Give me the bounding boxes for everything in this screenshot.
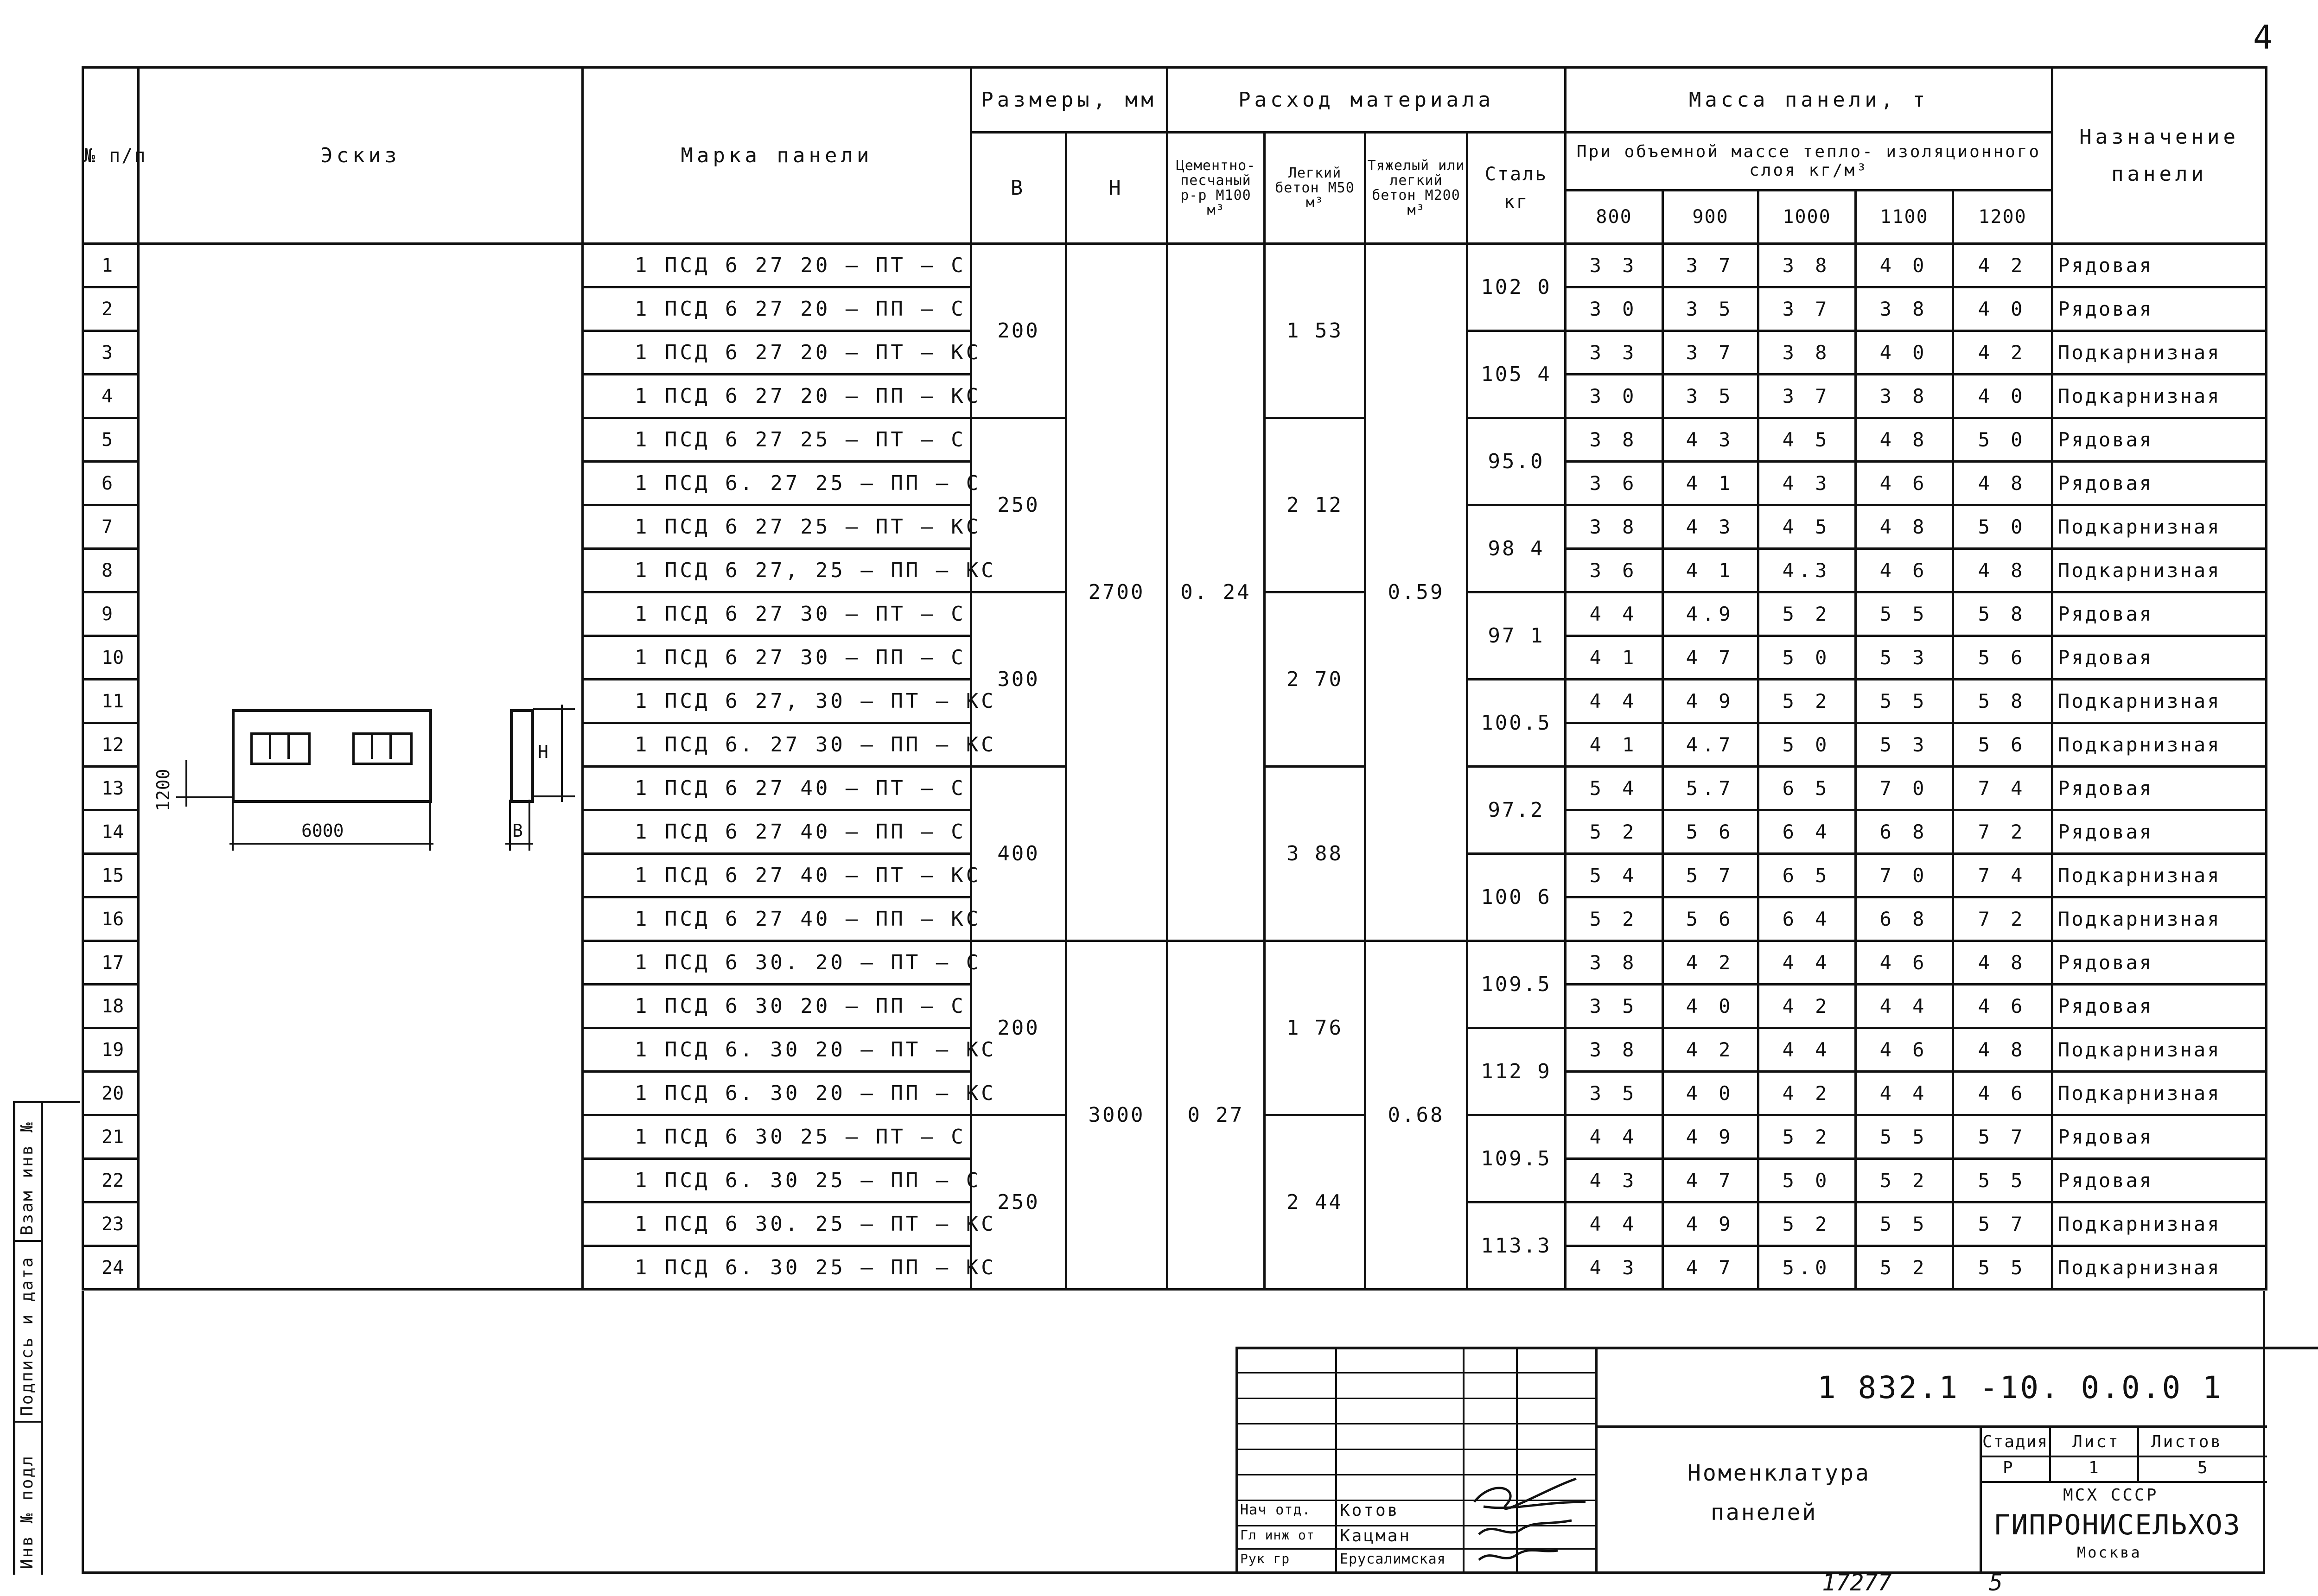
mass-900: 4 7 [1663,1246,1758,1290]
mass-1000: 4 4 [1758,941,1856,985]
header-sizes: Размеры, мм [971,68,1167,133]
light-concrete-volume: 3 88 [1265,767,1365,941]
mass-900: 4.9 [1663,592,1758,636]
mass-1100: 4 6 [1856,1028,1953,1072]
header-materials: Расход материала [1167,68,1566,133]
row-number: 1 [83,244,139,287]
header-sketch: Эскиз [139,68,583,244]
mass-800: 3 0 [1566,287,1663,331]
steel-mass: 97 1 [1467,592,1566,680]
panel-purpose: Рядовая [2052,592,2267,636]
sheets-value: 5 [2197,1458,2210,1477]
height-dimension: 1200 [153,769,173,811]
steel-mass: 109.5 [1467,1115,1566,1202]
steel-mass: 112 9 [1467,1028,1566,1115]
inv-replace-label: Взам инв № [18,1121,37,1235]
row-number: 5 [83,418,139,462]
mass-800: 5 4 [1566,767,1663,810]
mass-1200: 7 2 [1953,810,2052,854]
panel-mark: 1 ПСД 6. 30 25 – ПП – КС [583,1246,971,1290]
window-right [352,732,413,765]
header-heavy-concrete: Тяжелый или легкий бетон М200 м³ [1365,133,1467,244]
header-mass-sub: При объемной массе тепло- изоляционного слоя кг/м³ [1566,133,2052,191]
mass-1000: 4 2 [1758,1072,1856,1115]
left-margin-stamp [13,1101,80,1575]
mass-1100: 5 5 [1856,1115,1953,1159]
mass-1000: 3 8 [1758,244,1856,287]
section-b-label: В [512,820,523,841]
width-dimension-line [229,843,433,845]
mass-1200: 4 8 [1953,549,2052,592]
size-b: 400 [971,767,1066,941]
size-b: 250 [971,1115,1066,1290]
window-left [250,732,311,765]
width-dimension: 6000 [301,820,344,841]
row-number: 20 [83,1072,139,1115]
mass-1200: 4 8 [1953,462,2052,505]
panel-mark: 1 ПСД 6 27, 25 – ПП – КС [583,549,971,592]
mass-1000: 4 2 [1758,985,1856,1028]
row-number: 13 [83,767,139,810]
size-b: 250 [971,418,1066,592]
signature-icon [1465,1460,1595,1571]
mass-1100: 3 8 [1856,287,1953,331]
mass-1000: 5.0 [1758,1246,1856,1290]
size-b: 200 [971,941,1066,1115]
mass-1200: 4 6 [1953,1072,2052,1115]
mass-col-1200: 1200 [1953,191,2052,244]
panel-purpose: Рядовая [2052,462,2267,505]
mass-1000: 4 3 [1758,462,1856,505]
steel-mass: 102 0 [1467,244,1566,331]
mass-1100: 4 6 [1856,462,1953,505]
mass-1200: 7 2 [1953,897,2052,941]
panel-mark: 1 ПСД 6. 30 20 – ПП – КС [583,1072,971,1115]
mass-800: 4 4 [1566,680,1663,723]
panel-purpose: Рядовая [2052,1115,2267,1159]
mass-1000: 3 8 [1758,331,1856,375]
size-b: 200 [971,244,1066,418]
mass-col-1100: 1100 [1856,191,1953,244]
mass-900: 5 7 [1663,854,1758,897]
mass-1100: 4 8 [1856,505,1953,549]
row-number: 22 [83,1159,139,1202]
header-steel: Сталь кг [1467,133,1566,244]
size-h: 3000 [1066,941,1167,1290]
steel-mass: 100.5 [1467,680,1566,767]
panel-purpose: Подкарнизная [2052,680,2267,723]
sheets-label: Листов [2151,1432,2223,1451]
panel-purpose: Рядовая [2052,985,2267,1028]
sheet-value: 1 [2089,1458,2101,1477]
mass-800: 5 2 [1566,810,1663,854]
panel-mark: 1 ПСД 6 30. 20 – ПТ – С [583,941,971,985]
mass-1100: 4 6 [1856,941,1953,985]
mass-800: 3 8 [1566,418,1663,462]
mass-1000: 5 2 [1758,1202,1856,1246]
mass-800: 4 4 [1566,592,1663,636]
height-dimension-line [185,760,187,807]
light-concrete-volume: 1 53 [1265,244,1365,418]
sheet-number: 4 [2253,19,2273,57]
mass-800: 3 3 [1566,331,1663,375]
mass-1000: 5 0 [1758,1159,1856,1202]
steel-mass: 109.5 [1467,941,1566,1028]
panel-purpose: Подкарнизная [2052,1072,2267,1115]
mass-1200: 7 4 [1953,854,2052,897]
mass-800: 3 8 [1566,505,1663,549]
mass-900: 4 2 [1663,941,1758,985]
mass-900: 4 0 [1663,985,1758,1028]
panel-purpose: Подкарнизная [2052,897,2267,941]
row-number: 9 [83,592,139,636]
panel-mark: 1 ПСД 6 27 40 – ПП – С [583,810,971,854]
header-b: В [971,133,1066,244]
header-mass: Масса панели, т [1566,68,2052,133]
org-ministry: МСХ СССР [2063,1486,2159,1505]
heavy-concrete-volume: 0.68 [1365,941,1467,1290]
mass-1200: 4 6 [1953,985,2052,1028]
mass-1100: 4 8 [1856,418,1953,462]
panel-purpose: Рядовая [2052,244,2267,287]
mass-col-900: 900 [1663,191,1758,244]
panel-mark: 1 ПСД 6 27 30 – ПП – С [583,636,971,680]
cement-volume: 0 27 [1167,941,1265,1290]
row-number: 24 [83,1246,139,1290]
header-cement: Цементно-песчаный р-р М100 м³ [1167,133,1265,244]
mass-1100: 4 6 [1856,549,1953,592]
mass-900: 4 3 [1663,505,1758,549]
mass-1000: 5 2 [1758,680,1856,723]
row-number: 21 [83,1115,139,1159]
mass-900: 3 7 [1663,244,1758,287]
steel-mass: 100 6 [1467,854,1566,941]
mass-800: 3 8 [1566,1028,1663,1072]
mass-1000: 6 5 [1758,854,1856,897]
panel-mark: 1 ПСД 6. 30 20 – ПТ – КС [583,1028,971,1072]
mass-900: 4 3 [1663,418,1758,462]
mass-800: 4 3 [1566,1246,1663,1290]
nomenclature-table [82,66,2267,1291]
mass-1000: 5 0 [1758,636,1856,680]
light-concrete-volume: 2 70 [1265,592,1365,767]
panel-purpose: Рядовая [2052,1159,2267,1202]
role-group-leader: Рук гр [1240,1551,1290,1566]
panel-mark: 1 ПСД 6. 30 25 – ПП – С [583,1159,971,1202]
panel-purpose: Подкарнизная [2052,1202,2267,1246]
mass-800: 3 6 [1566,462,1663,505]
mass-1200: 4 0 [1953,375,2052,418]
mass-900: 4 2 [1663,1028,1758,1072]
panel-purpose: Подкарнизная [2052,854,2267,897]
mass-1000: 5 2 [1758,592,1856,636]
mass-800: 4 3 [1566,1159,1663,1202]
mass-1100: 4 4 [1856,1072,1953,1115]
panel-purpose: Подкарнизная [2052,549,2267,592]
mass-1200: 5 8 [1953,680,2052,723]
mass-1100: 3 8 [1856,375,1953,418]
row-number: 3 [83,331,139,375]
heavy-concrete-volume: 0.59 [1365,244,1467,941]
steel-mass: 95.0 [1467,418,1566,505]
org-institute: ГИПРОНИСЕЛЬХОЗ [1993,1509,2241,1541]
org-city: Москва [2077,1544,2142,1561]
panel-mark: 1 ПСД 6. 27 25 – ПП – С [583,462,971,505]
header-light-concrete: Легкий бетон М50 м³ [1265,133,1365,244]
mass-1200: 5 0 [1953,505,2052,549]
mass-1100: 5 3 [1856,636,1953,680]
panel-purpose: Рядовая [2052,941,2267,985]
mass-800: 3 5 [1566,1072,1663,1115]
mass-800: 3 5 [1566,985,1663,1028]
panel-mark: 1 ПСД 6 27 25 – ПТ – КС [583,505,971,549]
mass-1100: 5 5 [1856,592,1953,636]
row-number: 14 [83,810,139,854]
mass-900: 4 9 [1663,680,1758,723]
mass-1200: 5 8 [1953,592,2052,636]
row-number: 11 [83,680,139,723]
mass-1200: 4 8 [1953,941,2052,985]
stage-label: Стадия [1982,1432,2049,1451]
mass-900: 5 6 [1663,810,1758,854]
panel-mark: 1 ПСД 6 27 40 – ПТ – КС [583,854,971,897]
panel-mark: 1 ПСД 6 27 25 – ПТ – С [583,418,971,462]
mass-900: 4 7 [1663,636,1758,680]
header-mark: Марка панели [583,68,971,244]
row-number: 16 [83,897,139,941]
mass-900: 4 0 [1663,1072,1758,1115]
row-number: 10 [83,636,139,680]
mass-900: 4 9 [1663,1202,1758,1246]
mass-1000: 6 4 [1758,810,1856,854]
mass-col-1000: 1000 [1758,191,1856,244]
mass-1100: 5 5 [1856,680,1953,723]
panel-mark: 1 ПСД 6 27 20 – ПП – С [583,287,971,331]
name-chief-engineer: Кацман [1340,1526,1412,1545]
sheet-label: Лист [2072,1432,2120,1451]
row-number: 12 [83,723,139,767]
panel-purpose: Рядовая [2052,810,2267,854]
panel-mark: 1 ПСД 6 27 20 – ПТ – С [583,244,971,287]
mass-900: 4.7 [1663,723,1758,767]
mass-col-800: 800 [1566,191,1663,244]
panel-mark: 1 ПСД 6. 27 30 – ПП – КС [583,723,971,767]
mass-1100: 4 0 [1856,244,1953,287]
mass-900: 4 9 [1663,1115,1758,1159]
row-number: 18 [83,985,139,1028]
mass-900: 5 6 [1663,897,1758,941]
row-number: 17 [83,941,139,985]
panel-purpose: Рядовая [2052,767,2267,810]
mass-800: 3 8 [1566,941,1663,985]
mass-1100: 7 0 [1856,854,1953,897]
header-purpose: Назначение панели [2052,68,2267,244]
mass-900: 4 1 [1663,549,1758,592]
mass-1200: 5 6 [1953,723,2052,767]
mass-1000: 3 7 [1758,287,1856,331]
mass-1200: 7 4 [1953,767,2052,810]
mass-900: 4 7 [1663,1159,1758,1202]
header-h: Н [1066,133,1167,244]
mass-1100: 6 8 [1856,897,1953,941]
mass-900: 3 5 [1663,375,1758,418]
steel-mass: 105 4 [1467,331,1566,418]
panel-mark: 1 ПСД 6 27 30 – ПТ – С [583,592,971,636]
mass-1000: 4 5 [1758,418,1856,462]
row-number: 19 [83,1028,139,1072]
mass-1100: 6 8 [1856,810,1953,854]
mass-1100: 5 2 [1856,1246,1953,1290]
mass-1200: 4 0 [1953,287,2052,331]
mass-1000: 5 2 [1758,1115,1856,1159]
panel-mark: 1 ПСД 6 27 20 – ПТ – КС [583,331,971,375]
archive-number: 17277 [1822,1569,1892,1596]
panel-mark: 1 ПСД 6 30. 25 – ПТ – КС [583,1202,971,1246]
stage-value: Р [2003,1458,2015,1477]
panel-purpose: Подкарнизная [2052,331,2267,375]
row-number: 23 [83,1202,139,1246]
mass-800: 4 4 [1566,1115,1663,1159]
mass-1100: 5 5 [1856,1202,1953,1246]
mass-800: 3 6 [1566,549,1663,592]
steel-mass: 97.2 [1467,767,1566,854]
mass-1000: 3 7 [1758,375,1856,418]
document-code: 1 832.1 -10. 0.0.0 1 [1817,1370,2223,1405]
panel-purpose: Подкарнизная [2052,723,2267,767]
mass-1200: 5 5 [1953,1246,2052,1290]
bottom-frame [82,1291,2265,1574]
panel-mark: 1 ПСД 6 27 20 – ПП – КС [583,375,971,418]
cement-volume: 0. 24 [1167,244,1265,941]
mass-1200: 5 7 [1953,1115,2052,1159]
document-title-line1: Номенклатура [1688,1460,1871,1486]
mass-800: 4 4 [1566,1202,1663,1246]
mass-1000: 4.3 [1758,549,1856,592]
row-number: 2 [83,287,139,331]
panel-section [510,709,534,803]
steel-mass: 113.3 [1467,1202,1566,1290]
steel-mass: 98 4 [1467,505,1566,592]
row-number: 8 [83,549,139,592]
mass-1100: 5 3 [1856,723,1953,767]
inv-orig-label: Инв № подл [18,1455,37,1569]
header-num: № п/п [83,68,139,244]
mass-800: 3 0 [1566,375,1663,418]
mass-800: 5 4 [1566,854,1663,897]
panel-purpose: Подкарнизная [2052,1246,2267,1290]
panel-purpose: Рядовая [2052,636,2267,680]
section-h-label: Н [538,742,548,762]
mass-800: 4 1 [1566,723,1663,767]
row-number: 15 [83,854,139,897]
size-h: 2700 [1066,244,1167,941]
mass-1100: 5 2 [1856,1159,1953,1202]
size-b: 300 [971,592,1066,767]
format-number: 5 [1989,1569,2003,1596]
mass-1100: 4 0 [1856,331,1953,375]
name-head-of-dept: Котов [1340,1501,1400,1520]
mass-800: 4 1 [1566,636,1663,680]
light-concrete-volume: 1 76 [1265,941,1365,1115]
mass-800: 3 3 [1566,244,1663,287]
mass-1200: 5 0 [1953,418,2052,462]
mass-1100: 4 4 [1856,985,1953,1028]
mass-900: 3 5 [1663,287,1758,331]
role-head-of-dept: Нач отд. [1240,1502,1311,1518]
document-title-line2: панелей [1711,1500,1818,1526]
row-number: 7 [83,505,139,549]
panel-purpose: Подкарнизная [2052,505,2267,549]
row-number: 4 [83,375,139,418]
name-group-leader: Ерусалимская [1340,1551,1446,1567]
row-number: 6 [83,462,139,505]
panel-purpose: Рядовая [2052,418,2267,462]
mass-1100: 7 0 [1856,767,1953,810]
mass-900: 3 7 [1663,331,1758,375]
mass-1000: 5 0 [1758,723,1856,767]
mass-1000: 6 5 [1758,767,1856,810]
mass-900: 5.7 [1663,767,1758,810]
light-concrete-volume: 2 44 [1265,1115,1365,1290]
table-row [83,244,2267,287]
mass-1000: 6 4 [1758,897,1856,941]
mass-1200: 4 2 [1953,331,2052,375]
panel-purpose: Рядовая [2052,287,2267,331]
panel-mark: 1 ПСД 6 27 40 – ПП – КС [583,897,971,941]
mass-900: 4 1 [1663,462,1758,505]
sign-date-label: Подпись и дата [18,1256,37,1416]
mass-1200: 4 8 [1953,1028,2052,1072]
panel-mark: 1 ПСД 6 27 40 – ПТ – С [583,767,971,810]
mass-1200: 5 5 [1953,1159,2052,1202]
panel-purpose: Подкарнизная [2052,1028,2267,1072]
mass-1000: 4 4 [1758,1028,1856,1072]
panel-mark: 1 ПСД 6 27, 30 – ПТ – КС [583,680,971,723]
mass-1200: 4 2 [1953,244,2052,287]
mass-1200: 5 7 [1953,1202,2052,1246]
panel-mark: 1 ПСД 6 30 20 – ПП – С [583,985,971,1028]
mass-1000: 4 5 [1758,505,1856,549]
light-concrete-volume: 2 12 [1265,418,1365,592]
role-chief-engineer: Гл инж от [1240,1527,1315,1543]
mass-1200: 5 6 [1953,636,2052,680]
panel-purpose: Подкарнизная [2052,375,2267,418]
panel-mark: 1 ПСД 6 30 25 – ПТ – С [583,1115,971,1159]
mass-800: 5 2 [1566,897,1663,941]
